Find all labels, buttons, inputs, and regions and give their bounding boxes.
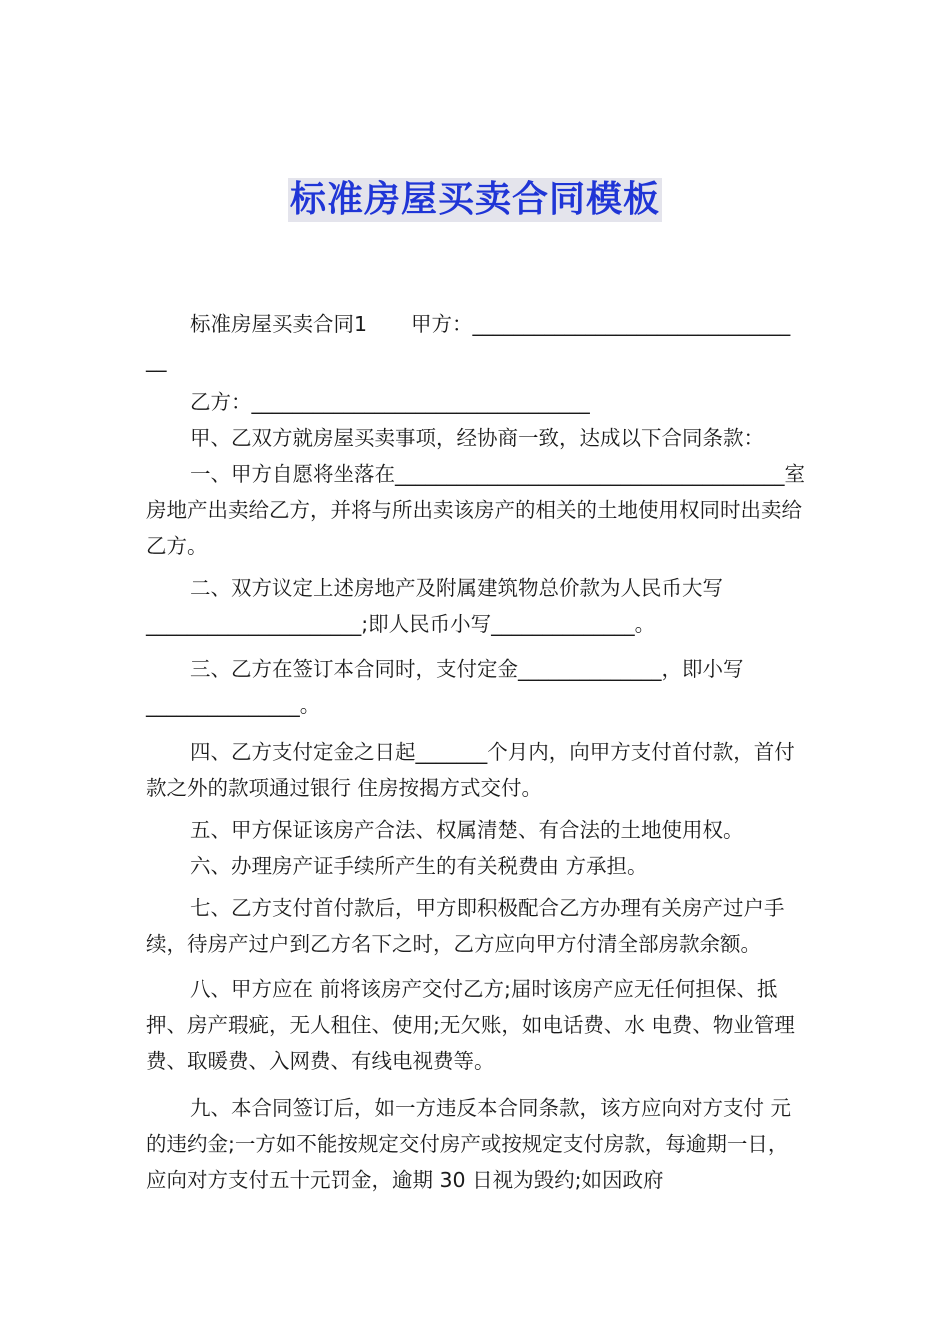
document-title: 标准房屋买卖合同模板 [289, 179, 660, 220]
clause-4: 四、乙方支付定金之日起_______个月内，向甲方支付首付款，首付款之外的款项通过银行 住房按揭方式交付。 [146, 740, 795, 800]
clause-8: 八、甲方应在 前将该房产交付乙方;届时该房产应无任何担保、抵押、房产瑕疵，无人租住、使用;无欠账，如电话费、水 电费、物业管理 费、取暖费、入网费、有线电视费等。 [146, 977, 795, 1073]
party-a-line: 甲方：_______________________________ [411, 312, 791, 336]
clause-9: 九、本合同签订后，如一方违反本合同条款，该方应向对方支付 元的违约金;一方如不能按规定交付房产或按规定支付房款，每逾期一日，应向对方支付五十元罚金，逾期 30 日视为毁约;如因政府 [146, 1096, 792, 1192]
party-b-line: 乙方：_________________________________ [190, 390, 590, 414]
document-body [146, 306, 806, 1198]
paragraph-intro: 甲、乙双方就房屋买卖事项，经协商一致，达成以下合同条款： [190, 426, 764, 450]
clause-2: 二、双方议定上述房地产及附属建筑物总价款为人民币大写_____________________;即人民币小写______________。 [146, 576, 723, 636]
contract-subtitle: 标准房屋买卖合同1 [190, 312, 368, 336]
clause-1: 一、甲方自愿将坐落在______________________________________室房地产出卖给乙方，并将与所出卖该房产的相关的土地使用权同时出卖给乙方。 [146, 462, 805, 558]
clause-7: 七、乙方支付首付款后，甲方即积极配合乙方办理有关房产过户手续，待房产过户到乙方名下之时，乙方应向甲方付清全部房款余额。 [146, 896, 785, 956]
clause-5: 五、甲方保证该房产合法、权属清楚、有合法的土地使用权。 [190, 818, 744, 842]
paragraph-header-party-a [146, 306, 806, 342]
clause-3: 三、乙方在签订本合同时，支付定金______________，即小写_______________。 [146, 657, 744, 717]
clause-6: 六、办理房产证手续所产生的有关税费由 方承担。 [190, 854, 648, 878]
party-a-line-continuation: __ [146, 348, 167, 372]
title-area [0, 178, 950, 222]
